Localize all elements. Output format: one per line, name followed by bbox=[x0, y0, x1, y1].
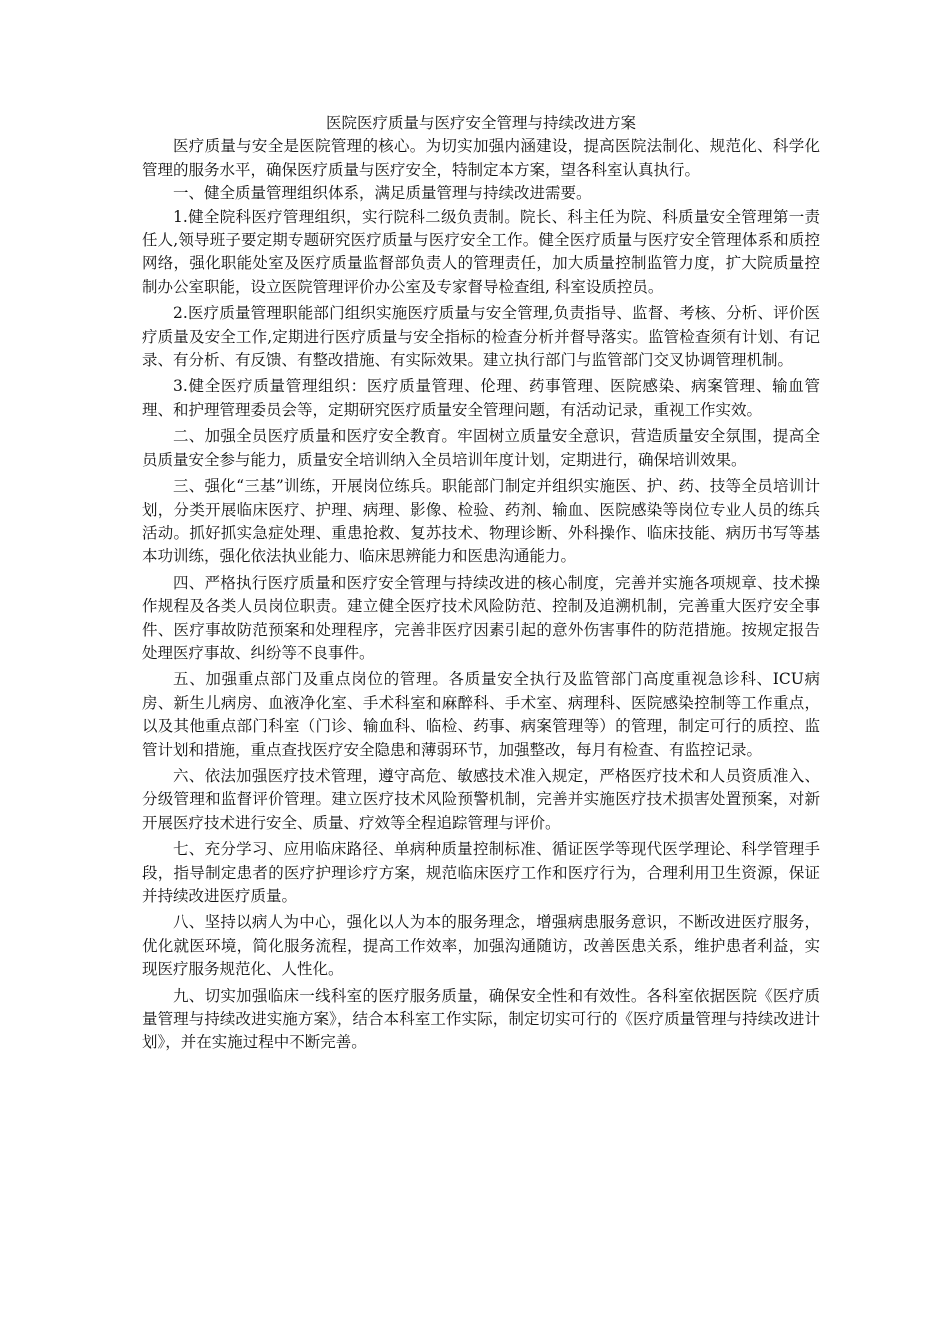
paragraph-section-5: 五、加强重点部门及重点岗位的管理。各质量安全执行及监管部门高度重视急诊科、ICU病房、新生儿病房、血液净化室、手术科室和麻醉科、手术室、病理科、医院感染控制等工作重点，以及其他重点部门科室（门诊、输血科、临检、药事、病案管理等）的管理，制定可行的质控、监管计划和措施，重点查找医疗安全隐患和薄弱环节，加强整改，每月有检查、有监控记录。 bbox=[142, 670, 820, 759]
paragraph-section-9: 九、切实加强临床一线科室的医疗服务质量，确保安全性和有效性。各科室依据医院《医疗质量管理与持续改进实施方案》，结合本科室工作实际，制定切实可行的《医疗质量管理与持续改进计划》，并在实施过程中不断完善。 bbox=[142, 986, 820, 1052]
paragraph-intro: 医疗质量与安全是医院管理的核心。为切实加强内涵建设，提高医院法制化、规范化、科学化管理的服务水平，确保医疗质量与医疗安全，特制定本方案，望各科室认真执行。 bbox=[142, 137, 820, 179]
paragraph-item-2: 2.医疗质量管理职能部门组织实施医疗质量与安全管理,负责指导、监督、考核、分析、评价医疗质量及安全工作,定期进行医疗质量与安全指标的检查分析并督导落实。监管检查须有计划、有记录、有分析、有反馈、有整改措施、有实际效果。建立执行部门与监管部门交叉协调管理机制。 bbox=[142, 304, 820, 370]
paragraph-section-7: 七、充分学习、应用临床路径、单病种质量控制标准、循证医学等现代医学理论、科学管理手段，指导制定患者的医疗护理诊疗方案，规范临床医疗工作和医疗行为，合理利用卫生资源，保证并持续改进医疗质量。 bbox=[142, 840, 820, 905]
paragraph-item-3: 3.健全医疗质量管理组织：医疗质量管理、伦理、药事管理、医院感染、病案管理、输血管理、和护理管理委员会等，定期研究医疗质量安全管理问题，有活动记录，重视工作实效。 bbox=[142, 377, 820, 419]
paragraph-section-4: 四、严格执行医疗质量和医疗安全管理与持续改进的核心制度，完善并实施各项规章、技术操作规程及各类人员岗位职责。建立健全医疗技术风险防范、控制及追溯机制，完善重大医疗安全事件、医疗事故防范预案和处理程序，完善非医疗因素引起的意外伤害事件的防范措施。按规定报告处理医疗事故、纠纷等不良事件。 bbox=[142, 573, 820, 662]
paragraph-item-1: 1.健全院科医疗管理组织，实行院科二级负责制。院长、科主任为院、科质量安全管理第一责任人,领导班子要定期专题研究医疗质量与医疗安全工作。健全医疗质量与医疗安全管理体系和质控网络，强化职能处室及医疗质量监督部负责人的管理责任，加大质量控制监管力度，扩大院质量控制办公室职能，设立医院管理评价办公室及专家督导检查组, 科室设质控员。 bbox=[142, 207, 820, 296]
document-title: 医院医疗质量与医疗安全管理与持续改进方案 bbox=[325, 114, 636, 132]
paragraph-section-6: 六、依法加强医疗技术管理，遵守高危、敏感技术准入规定，严格医疗技术和人员资质准入、分级管理和监督评价管理。建立医疗技术风险预警机制，完善并实施医疗技术损害处置预案，对新开展医疗技术进行安全、质量、疗效等全程追踪管理与评价。 bbox=[142, 766, 820, 832]
paragraph-section-2: 二、加强全员医疗质量和医疗安全教育。牢固树立质量安全意识，营造质量安全氛围，提高全员质量安全参与能力，质量安全培训纳入全员培训年度计划，定期进行，确保培训效果。 bbox=[142, 427, 820, 469]
paragraph-section-1: 一、健全质量管理组织体系，满足质量管理与持续改进需要。 bbox=[173, 184, 592, 203]
paragraph-section-3: 三、强化“三基”训练，开展岗位练兵。职能部门制定并组织实施医、护、药、技等全员培训计划，分类开展临床医疗、护理、病理、影像、检验、药剂、输血、医院感染等岗位专业人员的练兵活动。抓好抓实急症处理、重患抢救、复苏技术、物理诊断、外科操作、临床技能、病历书写等基本功训练，强化依法执业能力、临床思辨能力和医患沟通能力。 bbox=[142, 477, 820, 566]
document-page bbox=[142, 112, 820, 1055]
paragraph-section-8: 八、坚持以病人为中心，强化以人为本的服务理念，增强病患服务意识，不断改进医疗服务，优化就医环境，简化服务流程，提高工作效率，加强沟通随访，改善医患关系，维护患者利益，实现医疗服务规范化、人性化。 bbox=[142, 913, 820, 979]
